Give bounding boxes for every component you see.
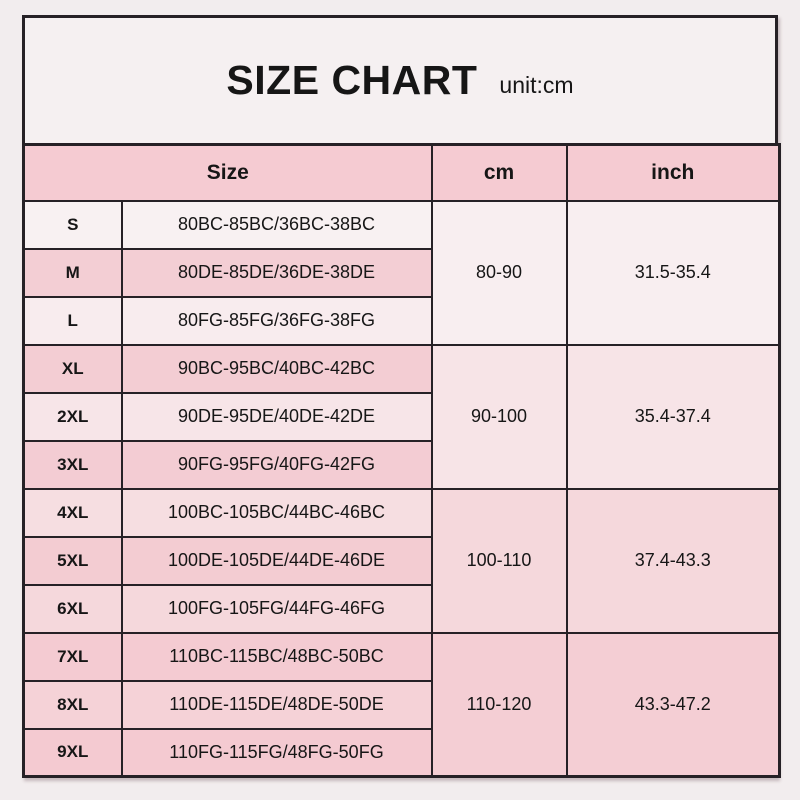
inch-range-cell: 35.4-37.4 (567, 345, 780, 489)
size-label-cell: 7XL (24, 633, 122, 681)
table-row (24, 633, 780, 681)
size-label-cell: 2XL (24, 393, 122, 441)
inch-range-cell: 37.4-43.3 (567, 489, 780, 633)
chart-title-block (22, 15, 778, 143)
table-row (24, 345, 780, 393)
size-label-cell: 3XL (24, 441, 122, 489)
size-spec-cell: 100BC-105BC/44BC-46BC (122, 489, 432, 537)
header-row (24, 145, 780, 201)
table-row (24, 489, 780, 537)
size-spec-cell: 80DE-85DE/36DE-38DE (122, 249, 432, 297)
size-label-cell: 8XL (24, 681, 122, 729)
inch-range-cell: 31.5-35.4 (567, 201, 780, 345)
size-spec-cell: 110BC-115BC/48BC-50BC (122, 633, 432, 681)
unit-label: unit:cm (499, 72, 574, 98)
cm-range-cell: 100-110 (432, 489, 567, 633)
size-spec-cell: 90FG-95FG/40FG-42FG (122, 441, 432, 489)
size-label-cell: 6XL (24, 585, 122, 633)
size-label-cell: 4XL (24, 489, 122, 537)
size-label-cell: XL (24, 345, 122, 393)
size-label-cell: S (24, 201, 122, 249)
size-spec-cell: 110FG-115FG/48FG-50FG (122, 729, 432, 777)
column-header-inch: inch (567, 145, 780, 201)
size-spec-cell: 90BC-95BC/40BC-42BC (122, 345, 432, 393)
size-spec-cell: 110DE-115DE/48DE-50DE (122, 681, 432, 729)
size-label-cell: 5XL (24, 537, 122, 585)
size-label-cell: 9XL (24, 729, 122, 777)
size-spec-cell: 90DE-95DE/40DE-42DE (122, 393, 432, 441)
cm-range-cell: 90-100 (432, 345, 567, 489)
cm-range-cell: 80-90 (432, 201, 567, 345)
chart-title: SIZE CHART (226, 57, 478, 103)
table-row (24, 201, 780, 249)
size-spec-cell: 80BC-85BC/36BC-38BC (122, 201, 432, 249)
size-label-cell: M (24, 249, 122, 297)
column-header-size: Size (24, 145, 432, 201)
size-spec-cell: 80FG-85FG/36FG-38FG (122, 297, 432, 345)
column-header-cm: cm (432, 145, 567, 201)
size-chart (22, 15, 778, 778)
size-label-cell: L (24, 297, 122, 345)
size-spec-cell: 100DE-105DE/44DE-46DE (122, 537, 432, 585)
inch-range-cell: 43.3-47.2 (567, 633, 780, 777)
size-table (22, 143, 781, 778)
cm-range-cell: 110-120 (432, 633, 567, 777)
size-spec-cell: 100FG-105FG/44FG-46FG (122, 585, 432, 633)
